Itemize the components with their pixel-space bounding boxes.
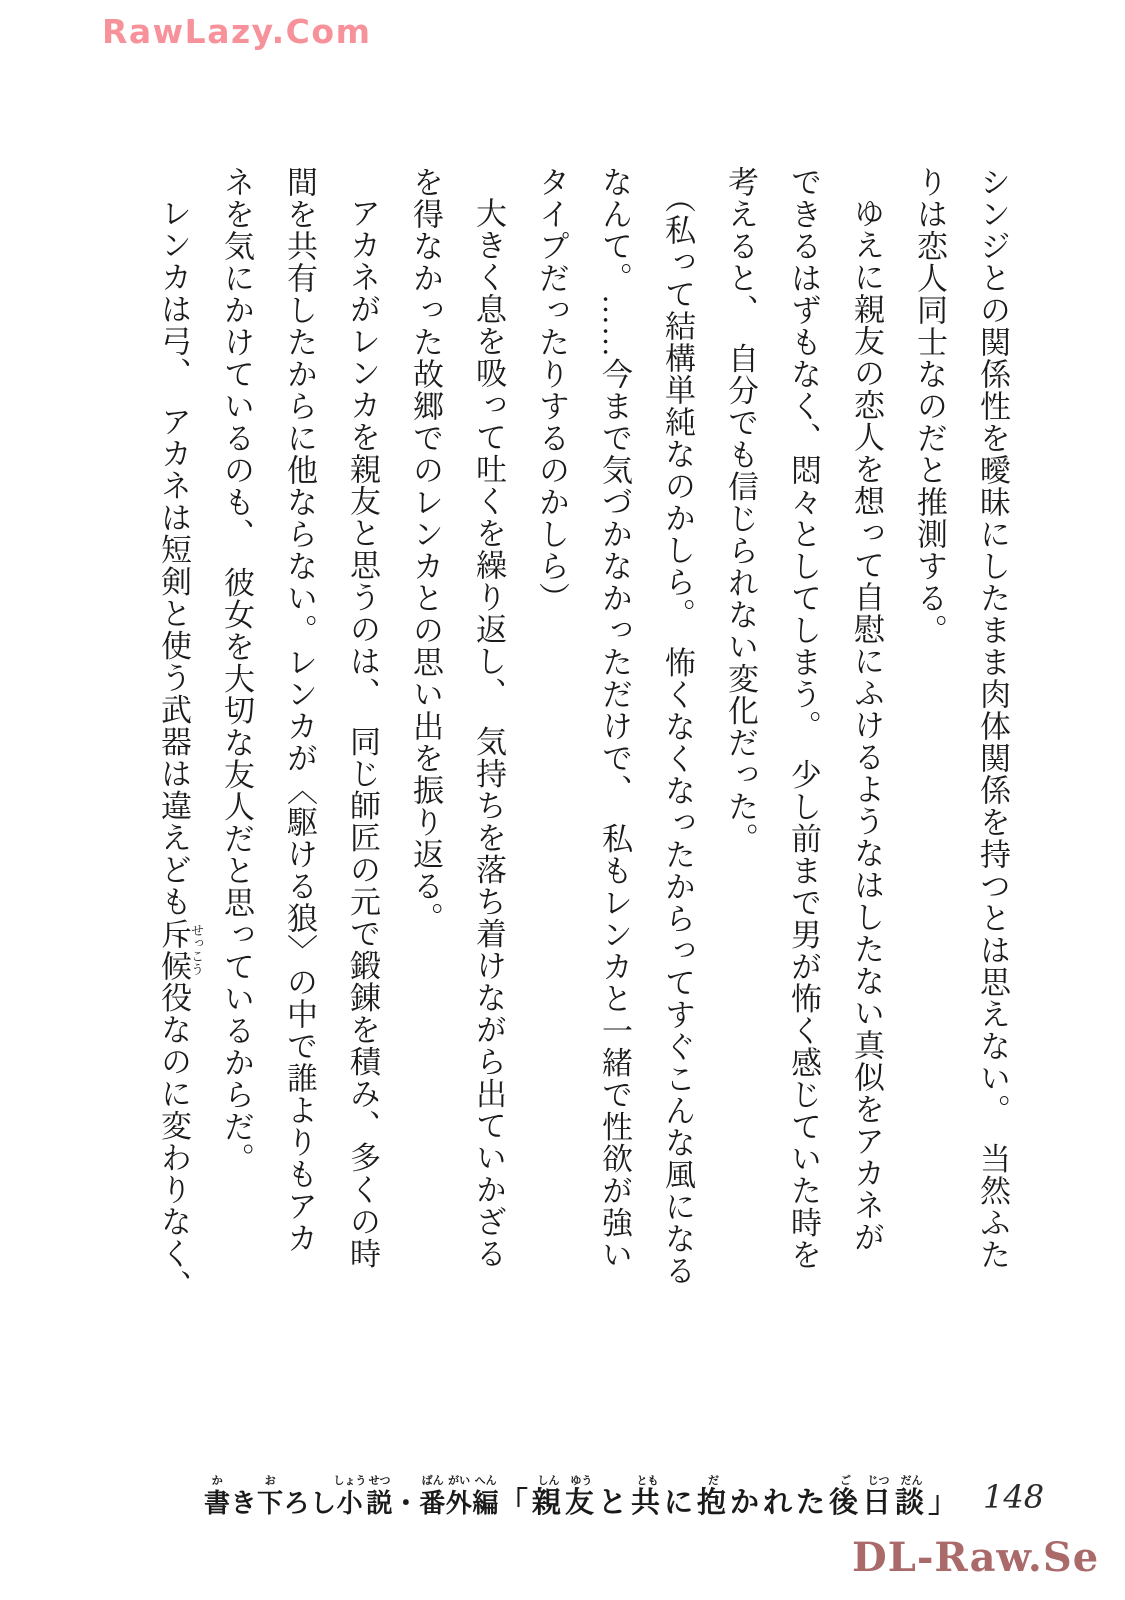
text-column: レンカは弓、 アカネは短剣と使う武器は違えども斥候せっこう役なのに変わりなく、 <box>156 197 204 1302</box>
ruby-annotated-text: 日じつ <box>862 1474 896 1519</box>
text-column: 間を共有したからに他ならない。レンカが〈駆ける狼〉の中で誰よりもアカ <box>282 166 317 1254</box>
ruby-annotated-text: 親しん <box>531 1474 565 1519</box>
novel-body-text <box>142 166 1024 1341</box>
text-column: アカネがレンカを親友と思うのは、 同じ師匠の元で鍛錬を積み、多くの時 <box>345 197 380 1270</box>
ruby-annotated-text: 小しょう <box>333 1474 367 1519</box>
watermark-rawlazy: RawLazy.Com <box>102 12 372 51</box>
page-number: 148 <box>983 1478 1045 1516</box>
text-column: タイプだったりするのかしら） <box>534 166 569 614</box>
footer-caption-title: 「親しん友ゆうと共ともに抱だかれた後ご日じつ談だん」 <box>498 1474 962 1519</box>
ruby-annotated-text: 抱だ <box>696 1474 730 1519</box>
text-column: ネを気にかけているのも、 彼女を大切な友人だと思っているからだ。 <box>219 166 254 1175</box>
watermark-dlraw: DL-Raw.Se <box>852 1534 1100 1581</box>
text-column: 大きく息を吸って吐くを繰り返し、 気持ちを落ち着けながら出ていかざる <box>471 197 506 1270</box>
ruby-annotated-text: 外がい <box>445 1474 473 1519</box>
text-column: を得なかった故郷でのレンカとの思い出を振り返る。 <box>408 166 443 934</box>
footer-caption <box>204 1474 961 1520</box>
text-column: （私って結構単純なのかしら。 怖くなくなったからってすぐこんな風になる <box>660 181 695 1286</box>
ruby-annotated-text: 下お <box>257 1474 284 1519</box>
ruby-annotated-text: 書か <box>204 1474 231 1519</box>
footer-caption-prefix: 書かき下おろし小しょう説せつ・番ばん外がい編へん <box>204 1474 499 1519</box>
text-column: 考えると、 自分でも信じられない変化だった。 <box>723 166 758 855</box>
text-column: りは恋人同士なのだと推測する。 <box>912 166 947 646</box>
ruby-annotated-text: 後ご <box>829 1474 863 1519</box>
text-column: できるはずもなく、悶々としてしまう。 少し前まで男が怖く感じていた時を <box>786 166 821 1271</box>
ruby-annotated-text: 共とも <box>630 1474 664 1519</box>
ruby-annotated-text: 説せつ <box>366 1474 393 1519</box>
ruby-annotated-text: 斥候せっこう <box>156 917 204 982</box>
ruby-annotated-text: 番ばん <box>419 1474 446 1519</box>
ruby-annotated-text: 友ゆう <box>564 1474 598 1519</box>
ruby-annotated-text: 編へん <box>472 1474 499 1519</box>
text-column: なんて。……今まで気づかなかっただけで、 私もレンカと一緒で性欲が強い <box>597 166 632 1271</box>
text-column: シンジとの関係性を曖昧にしたまま肉体関係を持つとは思えない。 当然ふた <box>975 166 1010 1271</box>
text-column: ゆえに親友の恋人を想って自慰にふけるようなはしたない真似をアカネが <box>849 197 884 1253</box>
ruby-annotated-text: 談だん <box>895 1474 929 1519</box>
